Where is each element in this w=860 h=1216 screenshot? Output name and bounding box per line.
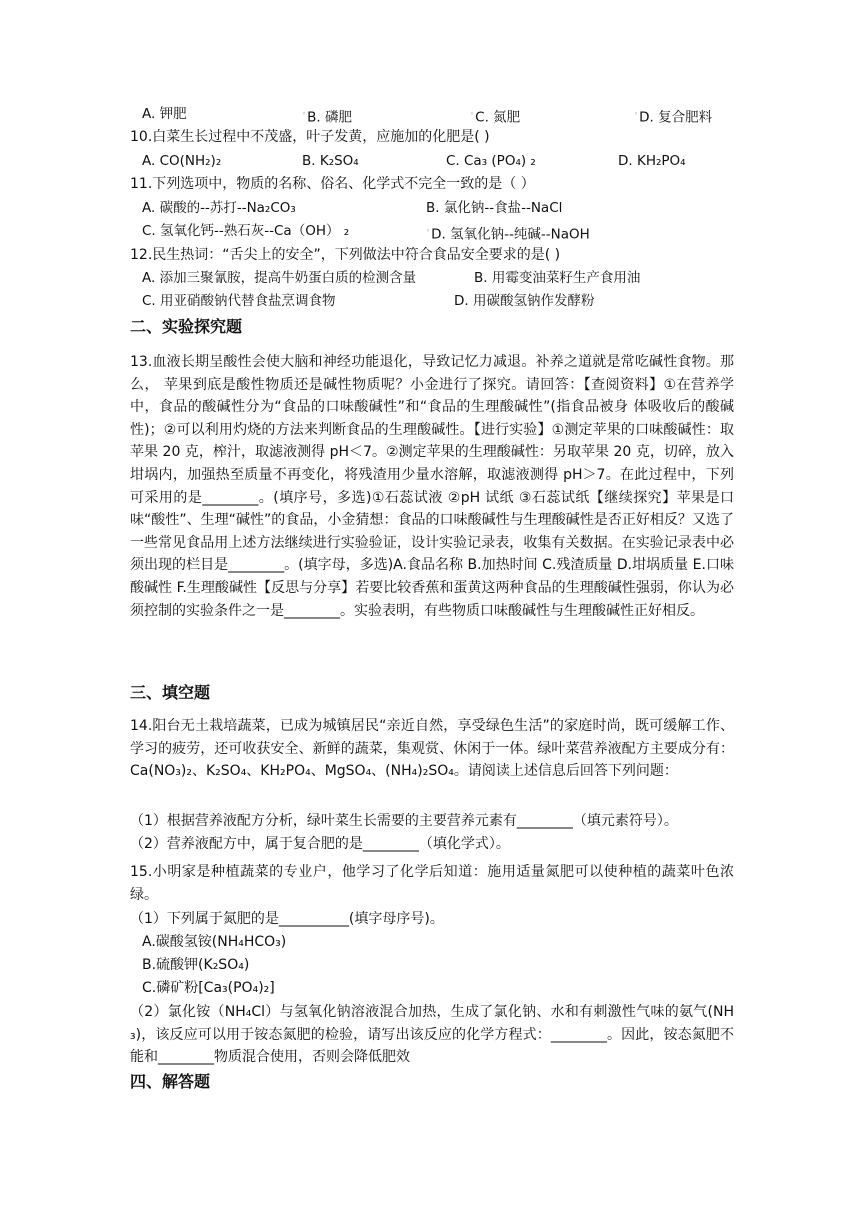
q11-option-d: ◦D. 氢氧化钠--纯碱--NaOH: [426, 226, 590, 243]
q13-text: 13.血液长期呈酸性会使大脑和神经功能退化，导致记忆力减退。补养之道就是常吃碱性食物。那么， 苹果到底是酸性物质还是碱性物质呢？小金进行了探究。请回答：【查阅资料】①在营养学中，食品的酸碱性分为“食品的口味酸碱性”和“食品的生理酸碱性”(指食品被身 体吸收后的酸碱性)；②可以利用灼烧的方法来判断食品的生理酸碱性。【进行实验】①测定苹果的口味酸碱性：取苹果 20 克，榨汁，取滤液测得 pH＜7。②测定苹果的生理酸碱性：另取苹果 20 克，切碎，放入坩埚内，加强热至质量不再变化，将残渣用少量水溶解，取滤液测得 pH＞7。在此过程中，下列可采用的是________。(填序号，多选)①石蕊试液 ②pH 试纸 ③石蕊试纸【继续探究】苹果是口味“酸性”、生理“碱性”的食品，小金猜想：食品的口味酸碱性与生理酸碱性是否正好相反？又选了一些常见食品用上述方法继续进行实验验证，设计实验记录表，收集有关数据。在实验记录表中必须出现的栏目是________。(填字母，多选)A.食品名称 B.加热时间 C.残渣质量 D.坩埚质量 E.口味酸碱性 F.生理酸碱性【反思与分享】若要比较香蕉和蛋黄这两种食品的生理酸碱性强弱，你认为必须控制的实验条件之一是________。实验表明，有些物质口味酸碱性与生理酸碱性正好相反。: [130, 354, 734, 619]
q12-option-c: C. 用亚硝酸钠代替食盐烹调食物: [142, 293, 336, 309]
q11-stem: 11.下列选项中，物质的名称、俗名、化学式不完全一致的是（ ）: [130, 176, 535, 192]
section-heading-experiment: 二、实验探究题: [130, 317, 243, 336]
q14-sub1: （1）根据营养液配方分析，绿叶菜生长需要的主要营养元素有________（填元素符号）。: [130, 813, 678, 829]
q10-option-d: D. KH₂PO₄: [618, 153, 686, 169]
q10-option-a: A. CO(NH₂)₂: [142, 153, 222, 169]
q15-sub1: （1）下列属于氮肥的是__________(填字母序号)。: [130, 911, 444, 927]
option-marker-icon: ◦: [634, 110, 639, 118]
q9-option-b: ◦B. 磷肥: [302, 109, 352, 126]
q15-sub2: （2）氯化铵（NH₄Cl）与氢氧化钠溶液混合加热，生成了氯化钠、水和有刺激性气味的氨气(NH₃)，该反应可以用于铵态氮肥的检验，请写出该反应的化学方程式：________。因此，铵态氮肥不能和________物质混合使用，否则会降低肥效: [130, 1004, 734, 1066]
q15-option-c: C.磷矿粉[Ca₃(PO₄)₂]: [142, 980, 275, 996]
option-marker-icon: ◦: [470, 110, 475, 118]
q14-text: 14.阳台无土栽培蔬菜，已成为城镇居民“亲近自然，享受绿色生活”的家庭时尚，既可缓解工作、学习的疲劳，还可收获安全、新鲜的蔬菜，集观赏、休闲于一体。绿叶菜营养液配方主要成分有：Ca(NO₃)₂、K₂SO₄、KH₂PO₄、MgSO₄、(NH₄)₂SO₄。请阅读上述信息后回答下列问题：: [130, 718, 734, 780]
q12-option-d: D. 用碳酸氢钠作发酵粉: [454, 293, 595, 309]
q11-option-c: C. 氢氧化钙--熟石灰--Ca（OH） ₂: [142, 223, 350, 239]
q10-stem: 10.白菜生长过程中不茂盛，叶子发黄，应施加的化肥是( ): [130, 129, 490, 145]
section-heading-fill-blank: 三、填空题: [130, 683, 211, 702]
option-marker-icon: ◦: [426, 227, 431, 235]
q9-option-a: A. 钾肥: [142, 106, 187, 122]
q11-option-a: A. 碳酸的--苏打--Na₂CO₃: [142, 200, 296, 216]
q15-option-b: B.硫酸钾(K₂SO₄): [142, 957, 250, 973]
q12-option-a: A. 添加三聚氰胺，提高牛奶蛋白质的检测含量: [142, 270, 417, 286]
q15-option-a: A.碳酸氢铵(NH₄HCO₃): [142, 934, 287, 950]
option-marker-icon: ◦: [302, 110, 307, 118]
section-heading-answer: 四、解答题: [130, 1072, 211, 1091]
q9-option-d: ◦D. 复合肥料: [634, 109, 713, 126]
q11-option-b: B. 氯化钠--食盐--NaCl: [426, 200, 563, 216]
q12-option-b: B. 用霉变油菜籽生产食用油: [474, 270, 641, 286]
q10-option-b: B. K₂SO₄: [302, 153, 359, 169]
q12-stem: 12.民生热词：“舌尖上的安全”，下列做法中符合食品安全要求的是( ): [130, 247, 561, 263]
q10-option-c: C. Ca₃ (PO₄) ₂: [446, 153, 536, 169]
q14-sub2: （2）营养液配方中，属于复合肥的是________（填化学式）。: [130, 836, 510, 852]
q15-stem: 15.小明家是种植蔬菜的专业户，他学习了化学后知道：施用适量氮肥可以使种植的蔬菜叶色浓绿。: [130, 864, 734, 903]
q9-option-c: ◦C. 氮肥: [470, 109, 521, 126]
